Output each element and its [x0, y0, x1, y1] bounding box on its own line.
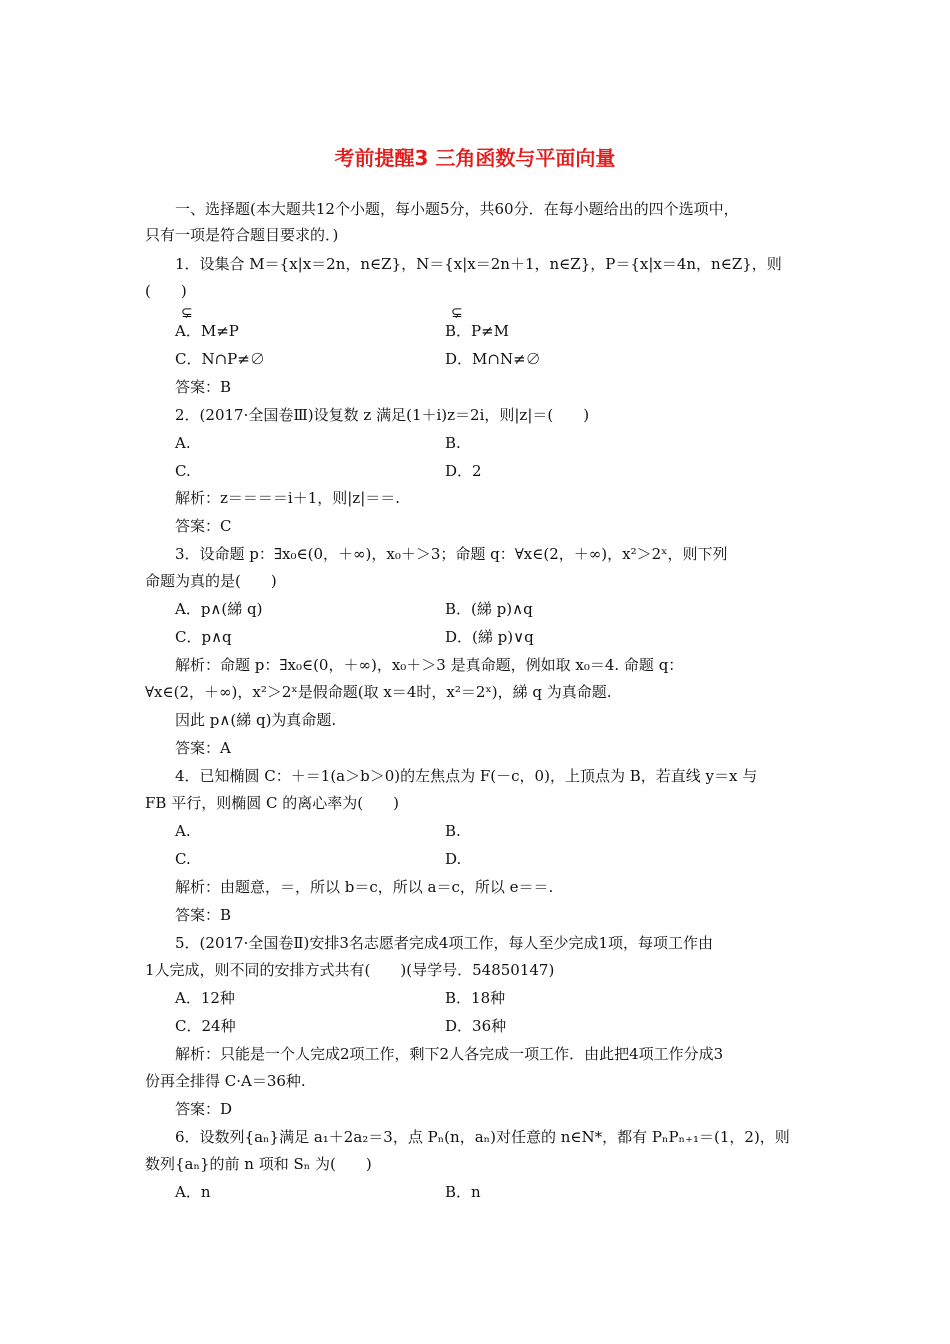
q3-option-a: A．p∧(綈 q): [175, 600, 263, 618]
subset-symbol-icon: ⊊: [181, 305, 193, 321]
q5-option-d: D．36种: [445, 1017, 507, 1035]
q4-stem-line-1: 4．已知椭圆 C：＋＝1(a＞b＞0)的左焦点为 F(－c，0)，上顶点为 B，若直线 y＝x 与: [175, 767, 758, 785]
q4-option-d: D.: [445, 850, 462, 868]
q2-answer: 答案：C: [175, 517, 232, 535]
subset-symbol-icon: ⊊: [451, 305, 463, 321]
q4-stem-line-2: FB 平行，则椭圆 C 的离心率为( ): [145, 794, 399, 812]
q3-solution-line-2: ∀x∈(2，＋∞)，x²＞2ˣ是假命题(取 x＝4时，x²＝2ˣ)，綈 q 为真命题.: [145, 683, 612, 701]
q1-option-d: D．M∩N≠∅: [445, 350, 541, 368]
q5-option-b: B．18种: [445, 989, 506, 1007]
q1-option-a: ⊊ A．M≠P: [175, 305, 239, 340]
q6-option-b: B．n: [445, 1183, 481, 1201]
q3-option-b: B．(綈 p)∧q: [445, 600, 533, 618]
q4-solution: 解析：由题意，＝，所以 b＝c，所以 a＝c，所以 e＝＝.: [175, 878, 554, 896]
q3-answer: 答案：A: [175, 739, 231, 757]
q2-option-d: D．2: [445, 462, 482, 480]
q5-option-c: C．24种: [175, 1017, 236, 1035]
page-title: 考前提醒3 三角函数与平面向量: [334, 146, 616, 170]
q3-solution-line-3: 因此 p∧(綈 q)为真命题.: [175, 711, 337, 729]
q4-option-b: B.: [445, 822, 461, 840]
q1-option-b: ⊊ B．P≠M: [445, 305, 510, 340]
q1-paren: ( ): [145, 282, 187, 300]
q6-stem-line-1: 6．设数列{aₙ}满足 a₁＋2a₂＝3，点 Pₙ(n，aₙ)对任意的 n∈N*，都有 PₙPₙ₊₁＝(1，2)，则: [175, 1128, 790, 1146]
q4-option-a: A.: [175, 822, 191, 840]
q5-solution-line-1: 解析：只能是一个人完成2项工作，剩下2人各完成一项工作．由此把4项工作分成3: [175, 1045, 724, 1063]
q6-stem-line-2: 数列{aₙ}的前 n 项和 Sₙ 为( ): [145, 1155, 372, 1173]
q2-option-b: B.: [445, 434, 461, 452]
q5-answer: 答案：D: [175, 1100, 233, 1118]
q1-option-c: C．N∩P≠∅: [175, 350, 265, 368]
q2-option-a: A.: [175, 434, 191, 452]
q3-solution-line-1: 解析：命题 p：∃x₀∈(0，＋∞)，x₀＋＞3 是真命题，例如取 x₀＝4. 命题 q：: [175, 656, 684, 674]
q6-option-a: A．n: [175, 1183, 211, 1201]
q4-option-c: C.: [175, 850, 191, 868]
q4-answer: 答案：B: [175, 906, 232, 924]
q5-stem-line-2: 1人完成，则不同的安排方式共有( )(导学号．54850147): [145, 961, 555, 979]
q2-stem: 2．(2017·全国卷Ⅲ)设复数 z 满足(1＋i)z＝2i，则|z|＝( ): [175, 406, 590, 424]
q3-option-d: D．(綈 p)∨q: [445, 628, 534, 646]
q1-answer: 答案：B: [175, 378, 232, 396]
q3-stem-line-1: 3．设命题 p：∃x₀∈(0，＋∞)，x₀＋＞3；命题 q：∀x∈(2，＋∞)，x²＞2ˣ，则下列: [175, 545, 728, 563]
q2-option-c: C.: [175, 462, 191, 480]
section-intro-line-1: 一、选择题(本大题共12个小题，每小题5分，共60分．在每小题给出的四个选项中，: [175, 200, 739, 218]
q2-solution: 解析：z＝＝＝＝i＋1，则|z|＝＝.: [175, 489, 401, 507]
q3-option-c: C．p∧q: [175, 628, 232, 646]
section-intro-line-2: 只有一项是符合题目要求的．): [145, 226, 339, 244]
q5-stem-line-1: 5．(2017·全国卷Ⅱ)安排3名志愿者完成4项工作，每人至少完成1项，每项工作由: [175, 934, 714, 952]
q3-stem-line-2: 命题为真的是( ): [145, 572, 277, 590]
q5-solution-line-2: 份再全排得 C·A＝36种.: [145, 1072, 306, 1090]
q5-option-a: A．12种: [175, 989, 235, 1007]
q1-stem: 1．设集合 M＝{x|x＝2n，n∈Z}，N＝{x|x＝2n＋1，n∈Z}，P＝{x|x＝4n，n∈Z}，则: [175, 255, 782, 273]
